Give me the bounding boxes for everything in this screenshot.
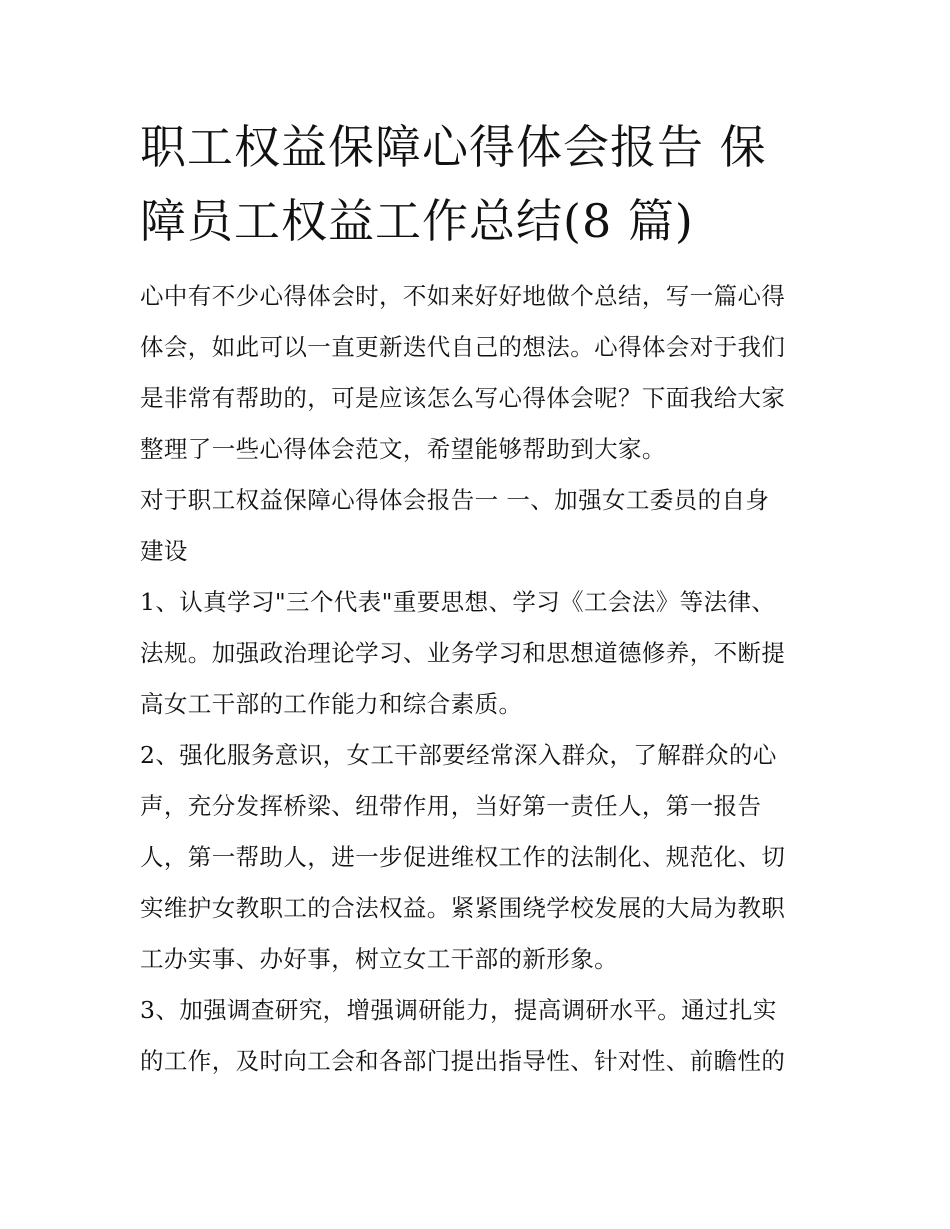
body-line: 的工作，及时向工会和各部门提出指导性、针对性、前瞻性的 bbox=[140, 1047, 786, 1075]
body-line: 心中有不少心得体会时，不如来好好地做个总结，写一篇心得 bbox=[140, 282, 786, 310]
body-line: 1、认真学习"三个代表"重要思想、学习《工会法》等法律、 bbox=[140, 588, 776, 616]
body-line: 对于职工权益保障心得体会报告一 一、加强女工委员的自身 bbox=[140, 486, 770, 514]
title-line-2: 障员工权益工作总结(8 篇) bbox=[140, 194, 694, 248]
body-line: 法规。加强政治理论学习、业务学习和思想道德修养，不断提 bbox=[140, 639, 786, 667]
title-line-1: 职工权益保障心得体会报告 保 bbox=[140, 120, 767, 174]
body-line: 实维护女教职工的合法权益。紧紧围绕学校发展的大局为教职 bbox=[140, 894, 786, 922]
body-line: 整理了一些心得体会范文，希望能够帮助到大家。 bbox=[140, 435, 666, 463]
document-body bbox=[140, 271, 820, 1087]
document-title bbox=[140, 110, 820, 258]
body-line: 是非常有帮助的，可是应该怎么写心得体会呢？下面我给大家 bbox=[140, 384, 786, 412]
body-line: 2、强化服务意识，女工干部要经常深入群众，了解群众的心 bbox=[140, 741, 777, 769]
body-line: 体会，如此可以一直更新迭代自己的想法。心得体会对于我们 bbox=[140, 333, 786, 361]
body-line: 工办实事、办好事，树立女工干部的新形象。 bbox=[140, 945, 618, 973]
body-line: 人，第一帮助人，进一步促进维权工作的法制化、规范化、切 bbox=[140, 843, 786, 871]
document-page bbox=[140, 110, 820, 1087]
body-line: 声，充分发挥桥梁、纽带作用，当好第一责任人，第一报告 bbox=[140, 792, 762, 820]
body-line: 高女工干部的工作能力和综合素质。 bbox=[140, 690, 523, 718]
body-line: 3、加强调查研究，增强调研能力，提高调研水平。通过扎实 bbox=[140, 996, 777, 1024]
body-line: 建设 bbox=[140, 537, 188, 565]
